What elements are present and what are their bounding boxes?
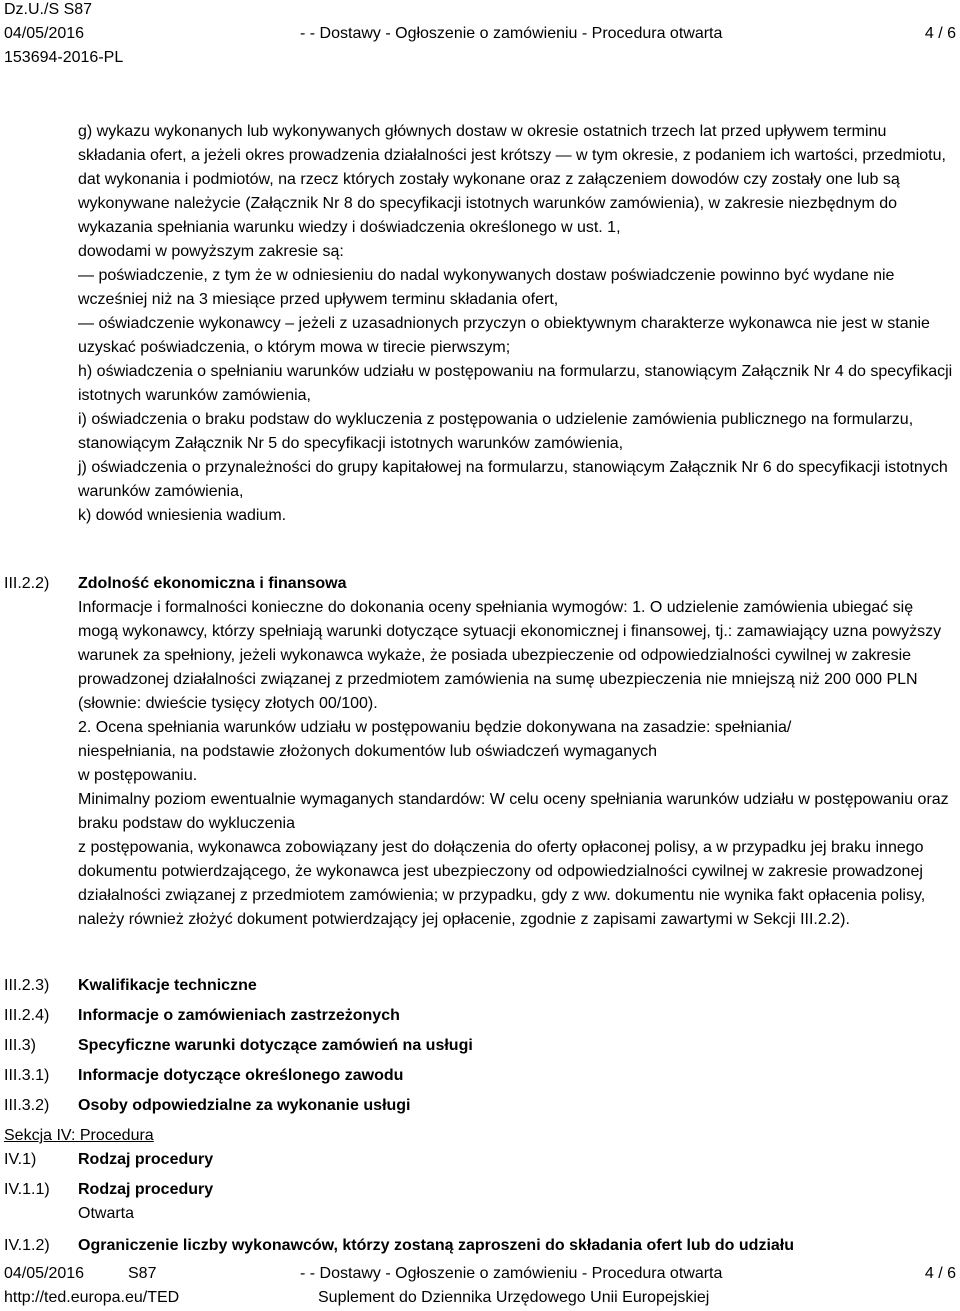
section-title-iv-1-1: Rodzaj procedury	[78, 1181, 214, 1198]
section-label-iii-3-1: III.3.1)	[4, 1067, 50, 1084]
section-title-iii-2-3: Kwalifikacje techniczne	[78, 977, 257, 994]
assessment-paragraph: 2. Ocena spełniania warunków udziału w postępowaniu będzie dokonywana na zasadzie: spełniania/	[78, 719, 792, 736]
section-label-iii-2-4: III.2.4)	[4, 1007, 50, 1024]
body-paragraph-dash-1: — poświadczenie, z tym że w odniesieniu do nadal wykonywanych dostaw poświadczenie powinno być wydane nie wcześniej niż na 3 miesiące przed upływem terminu składania ofert,	[78, 267, 895, 308]
footer-doc-title: - - Dostawy - Ogłoszenie o zamówieniu - Procedura otwarta	[300, 1265, 723, 1282]
body-paragraph-j: j) oświadczenia o przynależności do grupy kapitałowej na formularzu, stanowiącym Załącznik Nr 6 do specyfikacji istotnych warunków zamówienia,	[78, 459, 948, 500]
economic-info-paragraph: Informacje i formalności konieczne do dokonania oceny spełniania wymogów: 1. O udzielenie zamówienia ubiegać się mogą wykonawcy, którzy spełniają warunki dotyczące sytuacji ekonomicznej i finansowej, tj.: zamawiający uzna powyższy warunek za spełniony, jeżeli wykonawca wykaże, że posiada ubezpieczenie od odpowiedzialności cywilnej w zakresie prowadzonej działalności związanej z przedmiotem zamówienia na sumę ubezpieczenia nie mniejszą niż 200 000 PLN (słownie: dwieście tysięcy złotych 00/100).	[78, 599, 942, 712]
section-label-iv-1-1: IV.1.1)	[4, 1181, 50, 1198]
assessment-paragraph-2: niespełniania, na podstawie złożonych dokumentów lub oświadczeń wymaganych	[78, 743, 658, 760]
assessment-paragraph-3: w postępowaniu.	[78, 767, 198, 784]
section-label-iii-3: III.3)	[4, 1037, 37, 1054]
section-iv-heading: Sekcja IV: Procedura	[4, 1127, 154, 1144]
body-paragraph-i: i) oświadczenia o braku podstaw do wykluczenia z postępowania o udzielenie zamówienia publicznego na formularzu, stanowiącym Załącznik Nr 5 do specyfikacji istotnych warunków zamówienia,	[78, 411, 914, 452]
body-paragraph-dash-2: — oświadczenie wykonawcy – jeżeli z uzasadnionych przyczyn o obiektywnym charakterze wykonawca nie jest w stanie uzyskać poświadczenia, o którym mowa w tirecie pierwszym;	[78, 315, 930, 356]
section-title-iv-1-2: Ograniczenie liczby wykonawców, którzy zostaną zaproszeni do składania ofert lub do udziału	[78, 1237, 794, 1254]
page-header	[4, 0, 956, 70]
section-label-iii-3-2: III.3.2)	[4, 1097, 50, 1114]
header-page-number: 4 / 6	[924, 25, 956, 42]
footer-journal-code: S87	[128, 1265, 157, 1282]
section-label-iii-2-3: III.2.3)	[4, 977, 50, 994]
footer-url-link[interactable]: http://ted.europa.eu/TED	[4, 1289, 180, 1306]
section-label-iv-1-2: IV.1.2)	[4, 1237, 50, 1254]
procedure-type-value: Otwarta	[78, 1205, 135, 1222]
minimum-standards-paragraph: Minimalny poziom ewentualnie wymaganych standardów: W celu oceny spełniania warunków udziału w postępowaniu oraz braku podstaw do wykluczenia	[78, 791, 949, 832]
body-paragraph-k: k) dowód wniesienia wadium.	[78, 507, 287, 524]
footer-date: 04/05/2016	[4, 1265, 85, 1282]
section-iii-2-2	[78, 572, 956, 932]
section-title-iii-3-1: Informacje dotyczące określonego zawodu	[78, 1067, 404, 1084]
footer-supplement: Suplement do Dziennika Urzędowego Unii Europejskiej	[318, 1289, 710, 1306]
body-paragraph-h: h) oświadczenia o spełnianiu warunków udziału w postępowaniu na formularzu, stanowiącym Załącznik Nr 4 do specyfikacji istotnych warunków zamówienia,	[78, 363, 953, 404]
section-label-iii-2-2: III.2.2)	[4, 575, 50, 592]
section-title-iv-1: Rodzaj procedury	[78, 1151, 214, 1168]
section-title-iii-2-4: Informacje o zamówieniach zastrzeżonych	[78, 1007, 400, 1024]
body-paragraph-g: g) wykazu wykonanych lub wykonywanych głównych dostaw w okresie ostatnich trzech lat przed upływem terminu składania ofert, a jeżeli okres prowadzenia działalności jest krótszy — w tym okresie, z podaniem ich wartości, przedmiotu, dat wykonania i podmiotów, na rzecz których zostały wykonane oraz z załączeniem dowodów czy zostały one lub są wykonywane należycie (Załącznik Nr 8 do specyfikacji istotnych warunków zamówienia), w zakresie niezbędnym do wykazania spełniania warunku wiedzy i doświadczenia określonego w ust. 1,	[78, 123, 946, 236]
header-doc-title: - - Dostawy - Ogłoszenie o zamówieniu - Procedura otwarta	[300, 25, 723, 42]
notice-ref: 153694-2016-PL	[4, 49, 124, 66]
body-paragraph-evidence: dowodami w powyższym zakresie są:	[78, 243, 344, 260]
footer-page-number: 4 / 6	[924, 1265, 956, 1282]
journal-ref: Dz.U./S S87	[4, 1, 93, 18]
section-title-iii-3: Specyficzne warunki dotyczące zamówień na usługi	[78, 1037, 473, 1054]
insurance-paragraph: z postępowania, wykonawca zobowiązany jest do dołączenia do oferty opłaconej polisy, a w przypadku jej braku innego dokumentu potwierdzającego, że wykonawca jest ubezpieczony od odpowiedzialności cywilnej w zakresie prowadzonej działalności związanej z przedmiotem zamówienia; w przypadku, gdy z ww. dokumentu nie wynika fakt opłacenia polisy, należy również złożyć dokument potwierdzający jej opłacenie, zgodnie z zapisami zawartymi w Sekcji III.2.2).	[78, 839, 926, 928]
header-date: 04/05/2016	[4, 25, 85, 42]
section-title-iii-2-2: Zdolność ekonomiczna i finansowa	[78, 575, 347, 592]
criteria-list	[78, 120, 956, 528]
section-label-iv-1: IV.1)	[4, 1151, 37, 1168]
page-footer	[4, 1262, 956, 1310]
section-title-iii-3-2: Osoby odpowiedzialne za wykonanie usługi	[78, 1097, 411, 1114]
